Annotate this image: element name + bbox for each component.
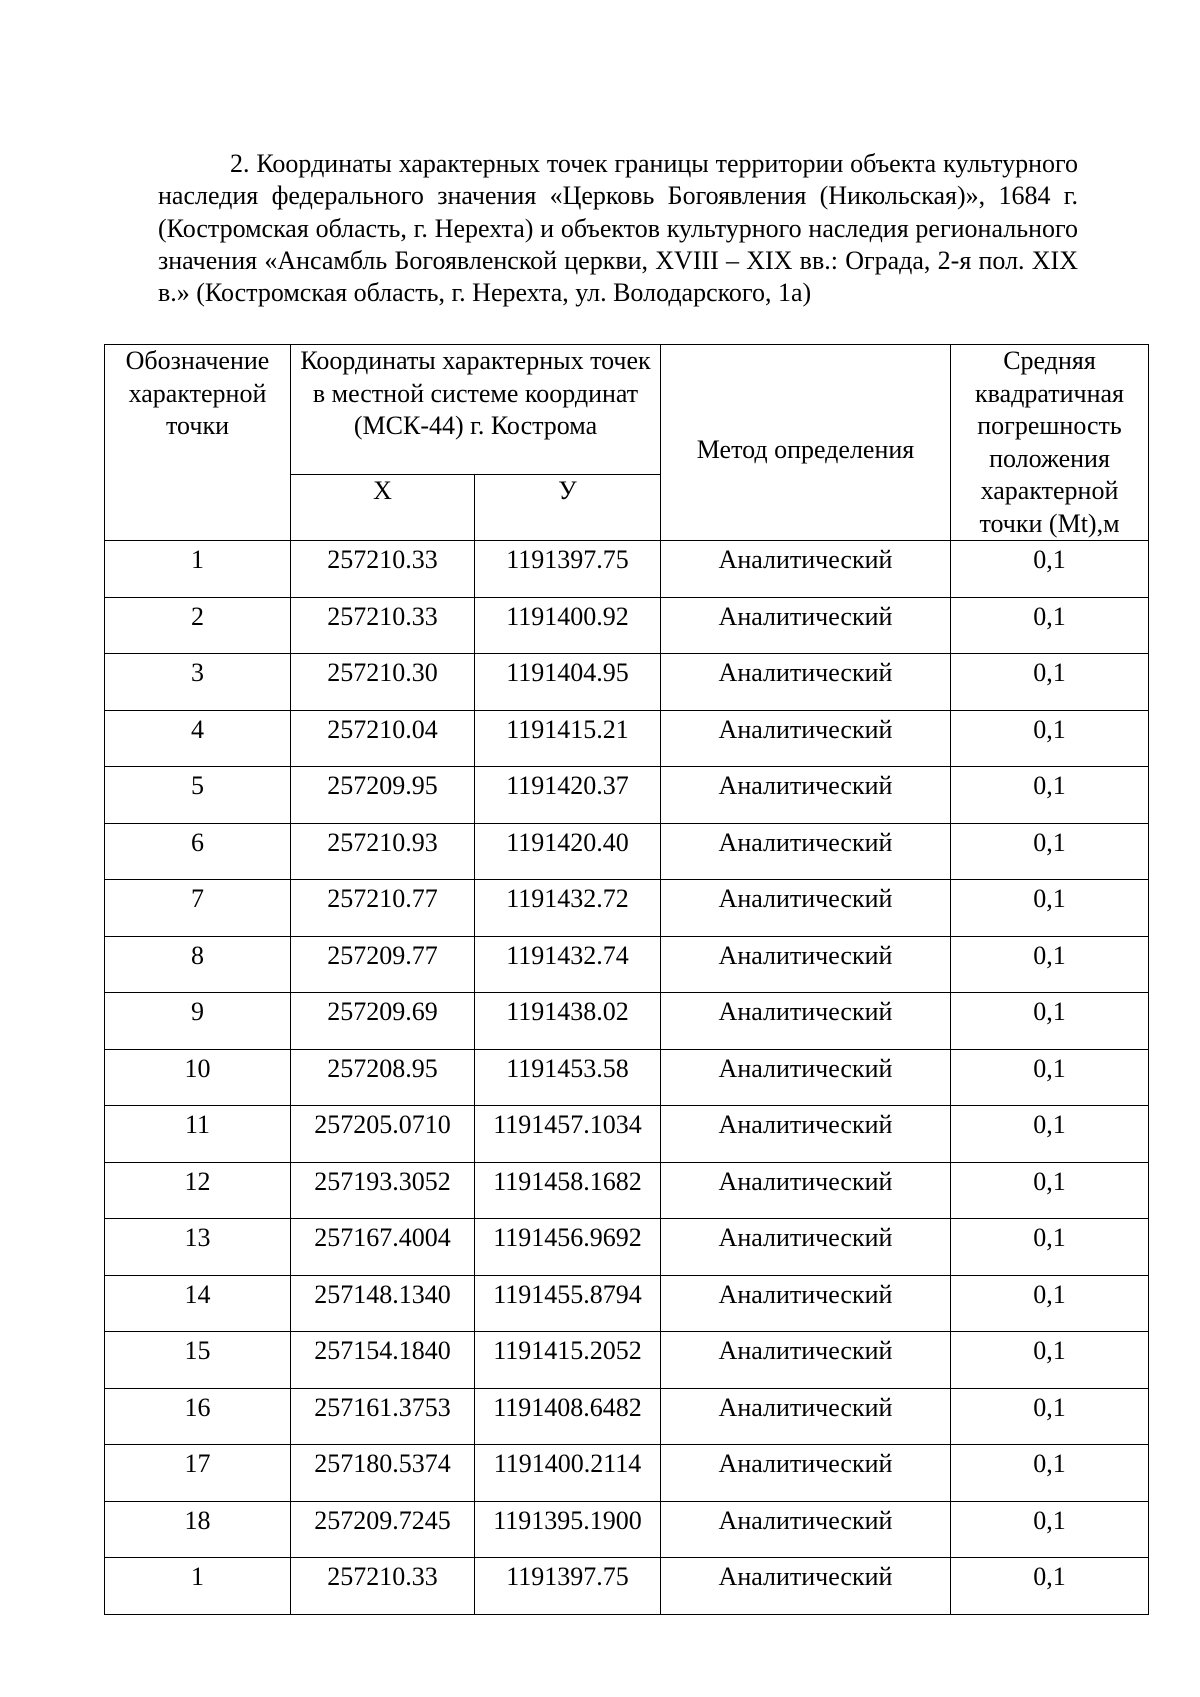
cell-point: 17 bbox=[105, 1445, 291, 1502]
cell-point: 6 bbox=[105, 823, 291, 880]
cell-method: Аналитический bbox=[661, 767, 951, 824]
cell-method: Аналитический bbox=[661, 597, 951, 654]
cell-point: 16 bbox=[105, 1388, 291, 1445]
cell-method: Аналитический bbox=[661, 1501, 951, 1558]
cell-x: 257210.33 bbox=[291, 1558, 475, 1615]
cell-x: 257209.69 bbox=[291, 993, 475, 1050]
cell-y: 1191432.72 bbox=[475, 880, 661, 937]
cell-mt: 0,1 bbox=[951, 1388, 1149, 1445]
cell-y: 1191455.8794 bbox=[475, 1275, 661, 1332]
table-row bbox=[105, 767, 1149, 824]
cell-mt: 0,1 bbox=[951, 993, 1149, 1050]
table-row bbox=[105, 541, 1149, 598]
cell-x: 257209.7245 bbox=[291, 1501, 475, 1558]
table-row bbox=[105, 654, 1149, 711]
cell-mt: 0,1 bbox=[951, 880, 1149, 937]
cell-x: 257161.3753 bbox=[291, 1388, 475, 1445]
cell-point: 5 bbox=[105, 767, 291, 824]
cell-y: 1191420.37 bbox=[475, 767, 661, 824]
cell-mt: 0,1 bbox=[951, 1501, 1149, 1558]
cell-mt: 0,1 bbox=[951, 1049, 1149, 1106]
cell-x: 257210.33 bbox=[291, 597, 475, 654]
cell-method: Аналитический bbox=[661, 654, 951, 711]
cell-point: 10 bbox=[105, 1049, 291, 1106]
cell-mt: 0,1 bbox=[951, 936, 1149, 993]
cell-mt: 0,1 bbox=[951, 1162, 1149, 1219]
cell-method: Аналитический bbox=[661, 1388, 951, 1445]
cell-y: 1191395.1900 bbox=[475, 1501, 661, 1558]
cell-point: 3 bbox=[105, 654, 291, 711]
cell-mt: 0,1 bbox=[951, 654, 1149, 711]
cell-point: 1 bbox=[105, 541, 291, 598]
table-row bbox=[105, 1388, 1149, 1445]
cell-x: 257210.04 bbox=[291, 710, 475, 767]
cell-y: 1191397.75 bbox=[475, 541, 661, 598]
table-row bbox=[105, 1445, 1149, 1502]
cell-method: Аналитический bbox=[661, 993, 951, 1050]
section-heading: 2. Координаты характерных точек границы территории объекта культурного наследия федерального значения «Церковь Богоявления (Никольская)», 1684 г. (Костромская область, г. Нерехта) и объектов культурного наследия регионального значения «Ансамбль Богоявленской церкви, XVIII – XIX вв.: Ограда, 2-я пол. XIX в.» (Костромская область, г. Нерехта, ул. Володарского, 1а) bbox=[158, 149, 1078, 308]
cell-point: 18 bbox=[105, 1501, 291, 1558]
cell-y: 1191400.2114 bbox=[475, 1445, 661, 1502]
table-row bbox=[105, 1106, 1149, 1163]
cell-x: 257180.5374 bbox=[291, 1445, 475, 1502]
cell-y: 1191397.75 bbox=[475, 1558, 661, 1615]
cell-y: 1191456.9692 bbox=[475, 1219, 661, 1276]
cell-x: 257193.3052 bbox=[291, 1162, 475, 1219]
cell-point: 2 bbox=[105, 597, 291, 654]
cell-method: Аналитический bbox=[661, 1162, 951, 1219]
cell-mt: 0,1 bbox=[951, 1558, 1149, 1615]
cell-mt: 0,1 bbox=[951, 597, 1149, 654]
cell-y: 1191415.21 bbox=[475, 710, 661, 767]
header-point: Обозначение характерной точки bbox=[105, 345, 291, 541]
cell-point: 12 bbox=[105, 1162, 291, 1219]
table-row bbox=[105, 1219, 1149, 1276]
cell-point: 1 bbox=[105, 1558, 291, 1615]
cell-mt: 0,1 bbox=[951, 1275, 1149, 1332]
cell-point: 7 bbox=[105, 880, 291, 937]
cell-method: Аналитический bbox=[661, 1558, 951, 1615]
cell-mt: 0,1 bbox=[951, 767, 1149, 824]
cell-y: 1191453.58 bbox=[475, 1049, 661, 1106]
cell-mt: 0,1 bbox=[951, 823, 1149, 880]
table-row bbox=[105, 1049, 1149, 1106]
cell-y: 1191408.6482 bbox=[475, 1388, 661, 1445]
table-row bbox=[105, 710, 1149, 767]
cell-method: Аналитический bbox=[661, 823, 951, 880]
cell-x: 257210.33 bbox=[291, 541, 475, 598]
table-row bbox=[105, 880, 1149, 937]
cell-method: Аналитический bbox=[661, 936, 951, 993]
cell-point: 11 bbox=[105, 1106, 291, 1163]
cell-mt: 0,1 bbox=[951, 1332, 1149, 1389]
cell-method: Аналитический bbox=[661, 541, 951, 598]
cell-x: 257148.1340 bbox=[291, 1275, 475, 1332]
cell-x: 257210.93 bbox=[291, 823, 475, 880]
cell-y: 1191415.2052 bbox=[475, 1332, 661, 1389]
cell-method: Аналитический bbox=[661, 710, 951, 767]
cell-x: 257209.77 bbox=[291, 936, 475, 993]
table-row bbox=[105, 936, 1149, 993]
cell-point: 8 bbox=[105, 936, 291, 993]
cell-x: 257205.0710 bbox=[291, 1106, 475, 1163]
table-row bbox=[105, 1332, 1149, 1389]
cell-point: 14 bbox=[105, 1275, 291, 1332]
cell-x: 257154.1840 bbox=[291, 1332, 475, 1389]
cell-method: Аналитический bbox=[661, 1049, 951, 1106]
cell-x: 257210.77 bbox=[291, 880, 475, 937]
header-x: Х bbox=[291, 475, 475, 541]
cell-y: 1191420.40 bbox=[475, 823, 661, 880]
header-method: Метод определения bbox=[661, 345, 951, 541]
cell-x: 257209.95 bbox=[291, 767, 475, 824]
header-mt: Средняя квадратичная погрешность положения характерной точки (Mt),м bbox=[951, 345, 1149, 541]
cell-y: 1191438.02 bbox=[475, 993, 661, 1050]
cell-y: 1191404.95 bbox=[475, 654, 661, 711]
table-row bbox=[105, 993, 1149, 1050]
header-coordinates: Координаты характерных точек в местной системе координат (МСК-44) г. Кострома bbox=[291, 345, 661, 475]
cell-x: 257208.95 bbox=[291, 1049, 475, 1106]
cell-point: 13 bbox=[105, 1219, 291, 1276]
cell-mt: 0,1 bbox=[951, 1219, 1149, 1276]
cell-mt: 0,1 bbox=[951, 1445, 1149, 1502]
table-row bbox=[105, 1162, 1149, 1219]
cell-mt: 0,1 bbox=[951, 710, 1149, 767]
cell-mt: 0,1 bbox=[951, 1106, 1149, 1163]
table-body bbox=[105, 541, 1149, 1615]
cell-x: 257210.30 bbox=[291, 654, 475, 711]
table-row bbox=[105, 1558, 1149, 1615]
cell-method: Аналитический bbox=[661, 880, 951, 937]
cell-method: Аналитический bbox=[661, 1106, 951, 1163]
cell-mt: 0,1 bbox=[951, 541, 1149, 598]
cell-point: 4 bbox=[105, 710, 291, 767]
cell-y: 1191432.74 bbox=[475, 936, 661, 993]
cell-x: 257167.4004 bbox=[291, 1219, 475, 1276]
coordinates-table bbox=[104, 344, 1149, 1615]
cell-y: 1191458.1682 bbox=[475, 1162, 661, 1219]
cell-point: 15 bbox=[105, 1332, 291, 1389]
cell-method: Аналитический bbox=[661, 1219, 951, 1276]
table-row bbox=[105, 1275, 1149, 1332]
cell-y: 1191457.1034 bbox=[475, 1106, 661, 1163]
table-row bbox=[105, 823, 1149, 880]
cell-method: Аналитический bbox=[661, 1445, 951, 1502]
cell-point: 9 bbox=[105, 993, 291, 1050]
table-row bbox=[105, 1501, 1149, 1558]
cell-y: 1191400.92 bbox=[475, 597, 661, 654]
cell-method: Аналитический bbox=[661, 1332, 951, 1389]
cell-method: Аналитический bbox=[661, 1275, 951, 1332]
table-row bbox=[105, 597, 1149, 654]
header-y: У bbox=[475, 475, 661, 541]
